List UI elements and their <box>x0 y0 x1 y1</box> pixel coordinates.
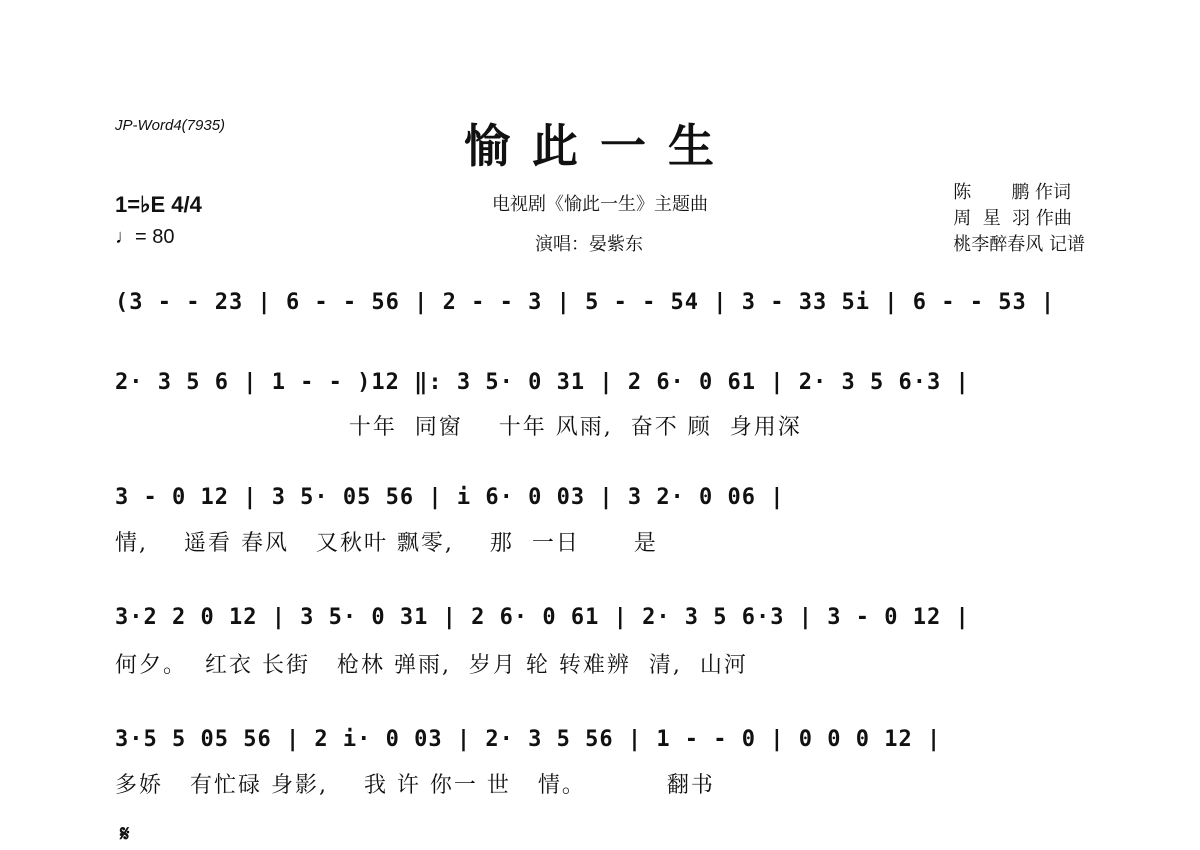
system-1-notes: (3 - - 23 | 6 - - 56 | 2 - - 3 | 5 - - 54 | 3 - 33 5i | 6 - - 53 | <box>115 290 1056 315</box>
system-4-notes: 3·2 2 0 12 | 3 5· 0 31 | 2 6· 0 61 | 2· 3 5 6·3 | 3 - 0 12 | <box>115 605 970 630</box>
singer: 演唱：晏紫东 <box>535 234 643 255</box>
lyricist-credit: 陈 鹏 作词 <box>953 182 1072 203</box>
system-3-lyrics: 情, 遥看 春风 又秋叶 飘零, 那 一日 是 <box>115 531 658 556</box>
system-5-lyrics: 多娇 有忙碌 身影, 我 许 你一 世 情。 翻书 <box>115 773 715 798</box>
credits <box>953 180 1085 258</box>
transcriber-credit: 桃李醉春风 记谱 <box>953 234 1085 255</box>
system-4-lyrics: 何夕。 红衣 长街 枪林 弹雨, 岁月 轮 转难辨 清, 山河 <box>115 653 748 678</box>
key-signature: 1=♭E 4/4 <box>115 192 202 217</box>
system-2-lyrics: 十年 同窗 十年 风雨, 奋不 顾 身用深 <box>115 415 802 440</box>
software-watermark: JP-Word4(7935) <box>115 117 226 134</box>
segno-sign: 𝄋 <box>120 822 130 847</box>
song-title: 愉此一生 <box>464 119 736 173</box>
system-5-notes: 3·5 5 05 56 | 2 i· 0 03 | 2· 3 5 56 | 1 - - 0 | 0 0 0 12 | <box>115 727 942 752</box>
subtitle: 电视剧《愉此一生》主题曲 <box>492 194 708 215</box>
system-3-notes: 3 - 0 12 | 3 5· 05 56 | i 6· 0 03 | 3 2· 0 06 | <box>115 485 785 510</box>
tempo-mark: ♩= 80 <box>115 226 175 248</box>
composer-credit: 周 星 羽 作曲 <box>953 208 1072 229</box>
system-2-notes: 2· 3 5 6 | 1 - - )12 ‖: 3 5· 0 31 | 2 6· 0 61 | 2· 3 5 6·3 | <box>115 370 970 395</box>
